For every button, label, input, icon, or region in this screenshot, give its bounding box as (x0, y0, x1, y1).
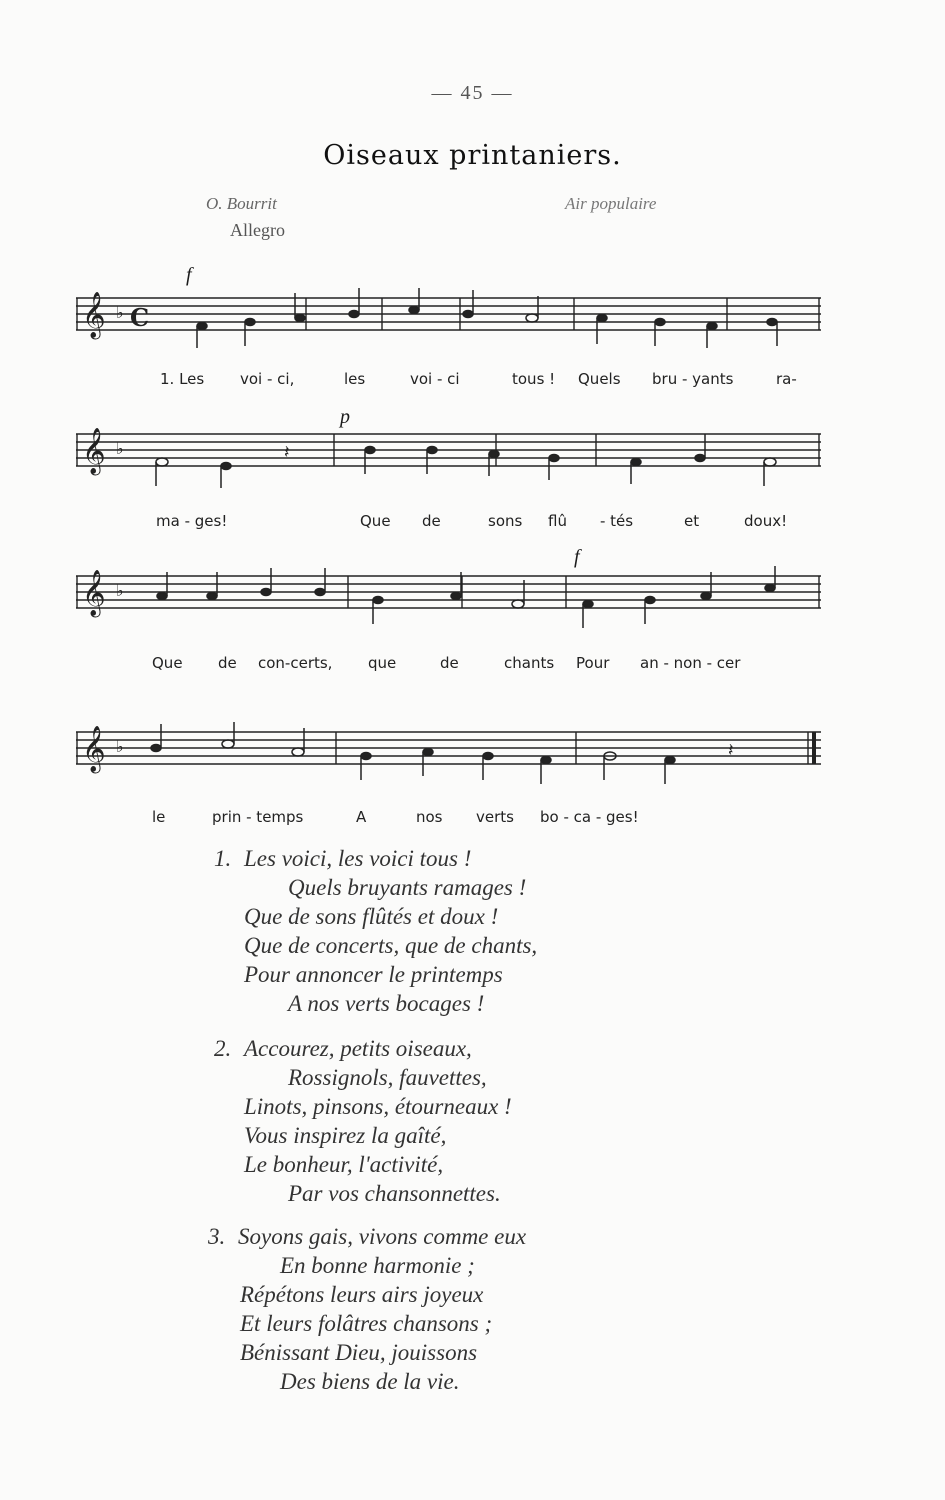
lyric-syllable: bo - ca - ges! (540, 808, 639, 826)
verse-line (214, 1034, 512, 1063)
staff-4 (76, 722, 821, 802)
lyric-syllable: - tés (600, 512, 634, 530)
verse-line: Et leurs folâtres chansons ; (240, 1311, 493, 1336)
source-credit: Air populaire (565, 194, 657, 213)
lyric-syllable: Pour (576, 654, 610, 672)
svg-text:𝄞: 𝄞 (82, 570, 106, 616)
svg-text:𝄞: 𝄞 (82, 292, 106, 338)
lyric-syllable: ra- (776, 370, 797, 388)
lyric-syllable: Que (152, 654, 183, 672)
lyric-syllable: sons (488, 512, 523, 530)
svg-text:𝄽: 𝄽 (284, 442, 290, 463)
stanza-number: 2. (214, 1036, 232, 1061)
lyric-syllable: les (344, 370, 366, 388)
lyric-syllable: de (440, 654, 459, 672)
lyric-syllable: an - non - cer (640, 654, 741, 672)
lyric-line-2 (100, 512, 820, 534)
lyric-syllable: tous ! (512, 370, 556, 388)
stanza-1 (214, 844, 537, 1018)
verse-line: Vous inspirez la gaîté, (244, 1123, 447, 1148)
verse-line: Bénissant Dieu, jouissons (240, 1340, 478, 1365)
verse-line: Par vos chansonnettes. (288, 1181, 501, 1206)
verse-line: Pour annoncer le printemps (244, 962, 503, 987)
music-system-4 (76, 722, 821, 782)
svg-text:♭: ♭ (116, 303, 124, 322)
tempo-marking: Allegro (230, 220, 285, 240)
lyric-syllable: le (152, 808, 166, 826)
verse-line: Que de sons flûtés et doux ! (244, 904, 499, 929)
verse-line: Des biens de la vie. (280, 1369, 460, 1394)
lyric-line-4 (100, 808, 820, 830)
svg-text:C: C (130, 303, 150, 332)
lyric-syllable: con-certs, (258, 654, 333, 672)
stanza-number: 3. (208, 1224, 226, 1249)
verse-line (208, 1222, 526, 1251)
dynamic-marking: f (186, 264, 192, 286)
lyric-syllable: voi - ci, (240, 370, 295, 388)
svg-text:𝄞: 𝄞 (82, 726, 106, 772)
verse-line: Rossignols, fauvettes, (288, 1065, 487, 1090)
lyric-syllable: prin - temps (212, 808, 304, 826)
music-system-1 (76, 264, 821, 348)
stanza-3 (208, 1222, 526, 1396)
lyric-syllable: doux! (744, 512, 788, 530)
lyric-syllable: voi - ci (410, 370, 460, 388)
verse-line: Quels bruyants ramages ! (288, 875, 527, 900)
lyric-line-3 (100, 654, 820, 676)
lyric-syllable: chants (504, 654, 555, 672)
lyric-syllable: et (684, 512, 700, 530)
verse-line: Linots, pinsons, étourneaux ! (244, 1094, 512, 1119)
lyric-syllable: 1. Les (160, 370, 205, 388)
svg-text:𝄞: 𝄞 (82, 428, 106, 474)
verse-line: Le bonheur, l'activité, (244, 1152, 444, 1177)
lyric-syllable: A (356, 808, 367, 826)
dynamic-marking: f (574, 546, 580, 568)
lyric-syllable: de (422, 512, 441, 530)
page-number: — 45 — (431, 82, 514, 104)
lyric-syllable: de (218, 654, 237, 672)
lyric-syllable: flû (548, 512, 567, 530)
staff-2 (76, 424, 821, 504)
music-system-3 (76, 546, 821, 626)
staff-1 (76, 288, 821, 368)
lyric-syllable: bru - yants (652, 370, 734, 388)
lyric-line-1 (100, 370, 820, 392)
staff-3 (76, 566, 821, 646)
lyric-syllable: verts (476, 808, 514, 826)
lyric-syllable: ma - ges! (156, 512, 228, 530)
verse-line: Que de concerts, que de chants, (244, 933, 538, 958)
verse-line: A nos verts bocages ! (288, 991, 485, 1016)
dynamic-marking: p (340, 406, 350, 428)
svg-text:♭: ♭ (116, 439, 124, 458)
verse-line (214, 844, 537, 873)
song-title: Oiseaux printaniers. (323, 140, 622, 171)
svg-text:𝄽: 𝄽 (728, 740, 734, 761)
verse-text: Accourez, petits oiseaux, (244, 1036, 472, 1061)
verse-line: En bonne harmonie ; (280, 1253, 475, 1278)
lyric-syllable: que (368, 654, 397, 672)
author-credit: O. Bourrit (206, 194, 277, 213)
verse-text: Soyons gais, vivons comme eux (238, 1224, 527, 1249)
lyric-syllable: Que (360, 512, 391, 530)
lyric-syllable: Quels (578, 370, 621, 388)
lyric-syllable: nos (416, 808, 443, 826)
stanza-2 (214, 1034, 512, 1208)
stanza-number: 1. (214, 846, 232, 871)
verse-line: Répétons leurs airs joyeux (240, 1282, 484, 1307)
verse-text: Les voici, les voici tous ! (244, 846, 472, 871)
music-system-2 (76, 406, 821, 484)
svg-text:♭: ♭ (116, 581, 124, 600)
svg-text:♭: ♭ (116, 737, 124, 756)
